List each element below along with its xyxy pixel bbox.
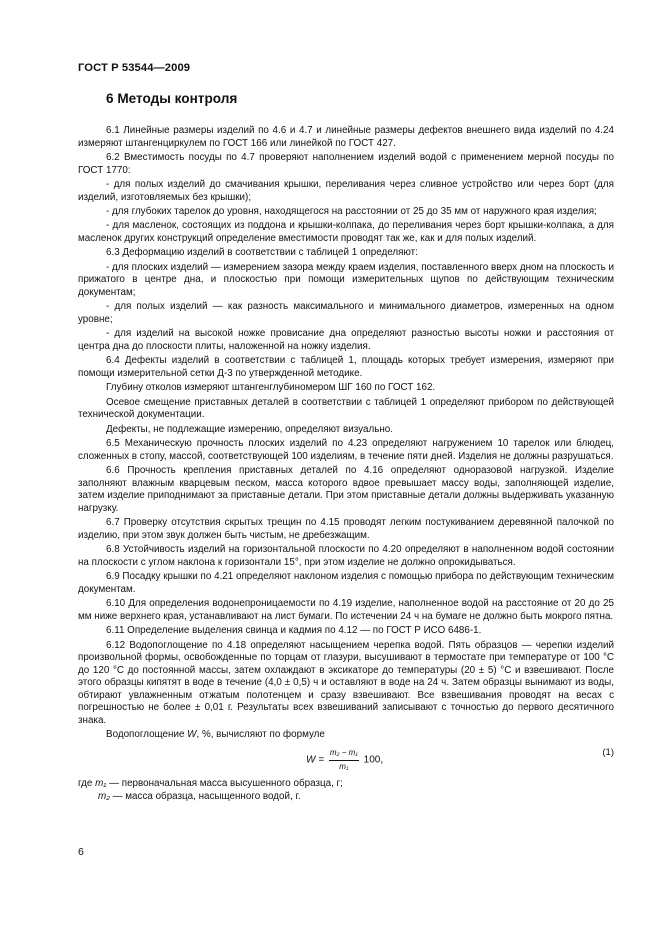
- list-item: - для масленок, состоящих из поддона и крышки-колпака, до переливания через борт крышки-колпака, а для масленок других конструкций определение вместимости проводят так же, как и для полых изделий.: [78, 220, 614, 244]
- paragraph-6-7: 6.7 Проверку отсутствия скрытых трещин по 4.15 проводят легким постукиванием деревянной палочкой по изделию, при этом звук должен быть чистым, не дребезжащим.: [78, 517, 614, 541]
- where-line-2: m₂ — масса образца, насыщенного водой, г.: [98, 790, 301, 802]
- formula-denominator: m₁: [339, 761, 349, 771]
- section-title: 6 Методы контроля: [106, 91, 238, 106]
- equation-number: (1): [602, 747, 614, 759]
- paragraph-6-2: 6.2 Вместимость посуды по 4.7 проверяют наполнением изделий водой с применением мерной посуды по ГОСТ 1770:: [78, 151, 614, 176]
- formula-numerator: m₂ − m₁: [329, 747, 359, 761]
- paragraph-6-3: 6.3 Деформацию изделий в соответствии с таблицей 1 определяют:: [106, 247, 418, 259]
- document-header: ГОСТ Р 53544—2009: [78, 62, 191, 74]
- paragraph: Глубину отколов измеряют штангенглубиномером ШГ 160 по ГОСТ 162.: [106, 382, 436, 394]
- paragraph-6-10: 6.10 Для определения водонепроницаемости по 4.19 изделие, наполненное водой на расстояние от 20 до 25 мм ниже верхнего края, устанавливают на лист бумаги. По истечении 24 ч на бумаге не должно быть мокрого пятна.: [78, 598, 614, 622]
- formula-lhs: W =: [306, 754, 325, 766]
- paragraph-6-9: 6.9 Посадку крышки по 4.21 определяют наклоном изделия с помощью прибора по действующим техническим документам.: [78, 571, 614, 595]
- formula-tail: 100,: [363, 754, 384, 766]
- paragraph-6-4: 6.4 Дефекты изделий в соответствии с таблицей 1, площадь которых требует измерения, измеряют при помощи измерительной сетки Д-3 по утвержденной методике.: [78, 355, 614, 379]
- document-body: [78, 125, 614, 803]
- list-item: - для полых изделий — как разность максимального и минимального диаметров, измеренных на одном уровне;: [78, 301, 614, 325]
- where-block: [78, 778, 614, 803]
- formula-intro: Водопоглощение W, %, вычисляют по формуле: [106, 729, 325, 741]
- paragraph-6-1: 6.1 Линейные размеры изделий по 4.6 и 4.7 и линейные размеры дефектов внешнего вида изделий по 4.24 измеряют штангенциркулем по ГОСТ 166 или линейкой по ГОСТ 427.: [78, 125, 614, 149]
- variable-w: W: [187, 729, 197, 741]
- list-item: - для плоских изделий — измерением зазора между краем изделия, поставленного вверх дном на плоскость и прижатого в центре дна, и плоскостью при помощи измерительных щупов по действующим техническим документам;: [78, 261, 614, 298]
- where-line-1: где m₁ — первоначальная масса высушенного образца, г;: [78, 778, 343, 790]
- paragraph: Осевое смещение приставных деталей в соответствии с таблицей 1 определяют прибором по действующей технической документации.: [78, 396, 614, 421]
- list-item: - для изделий на высокой ножке провисание дна определяют разностью высоты ножки и расстояния от центра дна до плоскости плиты, наложенной на ножку изделия.: [78, 328, 614, 352]
- formula-block: [78, 743, 614, 778]
- list-item: - для глубоких тарелок до уровня, находящегося на расстоянии от 25 до 35 мм от наружного края изделия;: [106, 205, 597, 217]
- paragraph: Дефекты, не подлежащие измерению, определяют визуально.: [106, 423, 393, 435]
- paragraph-6-11: 6.11 Определение выделения свинца и кадмия по 4.12 — по ГОСТ Р ИСО 6486-1.: [106, 625, 482, 637]
- paragraph-6-8: 6.8 Устойчивость изделий на горизонтальной плоскости по 4.20 определяют в наполненном водой состоянии на плоскости с углом наклона к горизонтали 15°, при этом изделие не должно опрокидываться.: [78, 544, 614, 568]
- paragraph-6-6: 6.6 Прочность крепления приставных деталей по 4.16 определяют одноразовой нагрузкой. Изделие заполняют влажным кварцевым песком, масса которого вдвое превышает массу воды, заполняющей изделие, затем изделие приподнимают за приставные детали. При этом приставные детали должны выдерживать указанную нагрузку.: [78, 465, 614, 514]
- list-item: - для полых изделий до смачивания крышки, переливания через сливное устройство или через борт (для изделий, изготовляемых без крышки);: [78, 178, 614, 203]
- paragraph-6-5: 6.5 Механическую прочность плоских изделий по 4.23 определяют нагружением 10 тарелок или блюдец, сложенных в стопу, массой, соответствующей 100 изделиям, в течение пяти дней. Изделия не должны разрушаться.: [78, 438, 614, 462]
- page-number: 6: [78, 846, 84, 858]
- formula: [306, 747, 383, 773]
- formula-fraction: [329, 747, 359, 773]
- paragraph-6-12: 6.12 Водопоглощение по 4.18 определяют насыщением черепка водой. Пять образцов — черепки изделий произвольной формы, освобожденные по торцам от глазури, высушивают в термостате при температуре от 100 °С до 120 °С до постоянной массы, затем охлаждают в эксикаторе до температуры (20 ± 5) °С и взвешивают. После этого образцы кипятят в воде в течение (4,0 ± 0,5) ч и оставляют в воде на 24 ч. Затем образцы вынимают из воды, обтирают увлажненным отжатым полотенцем и сразу взвешивают. Все взвешивания проводят на весах с погрешностью не более ± 0,01 г. Результаты всех взвешиваний записывают с точностью до первого десятичного знака.: [78, 639, 614, 727]
